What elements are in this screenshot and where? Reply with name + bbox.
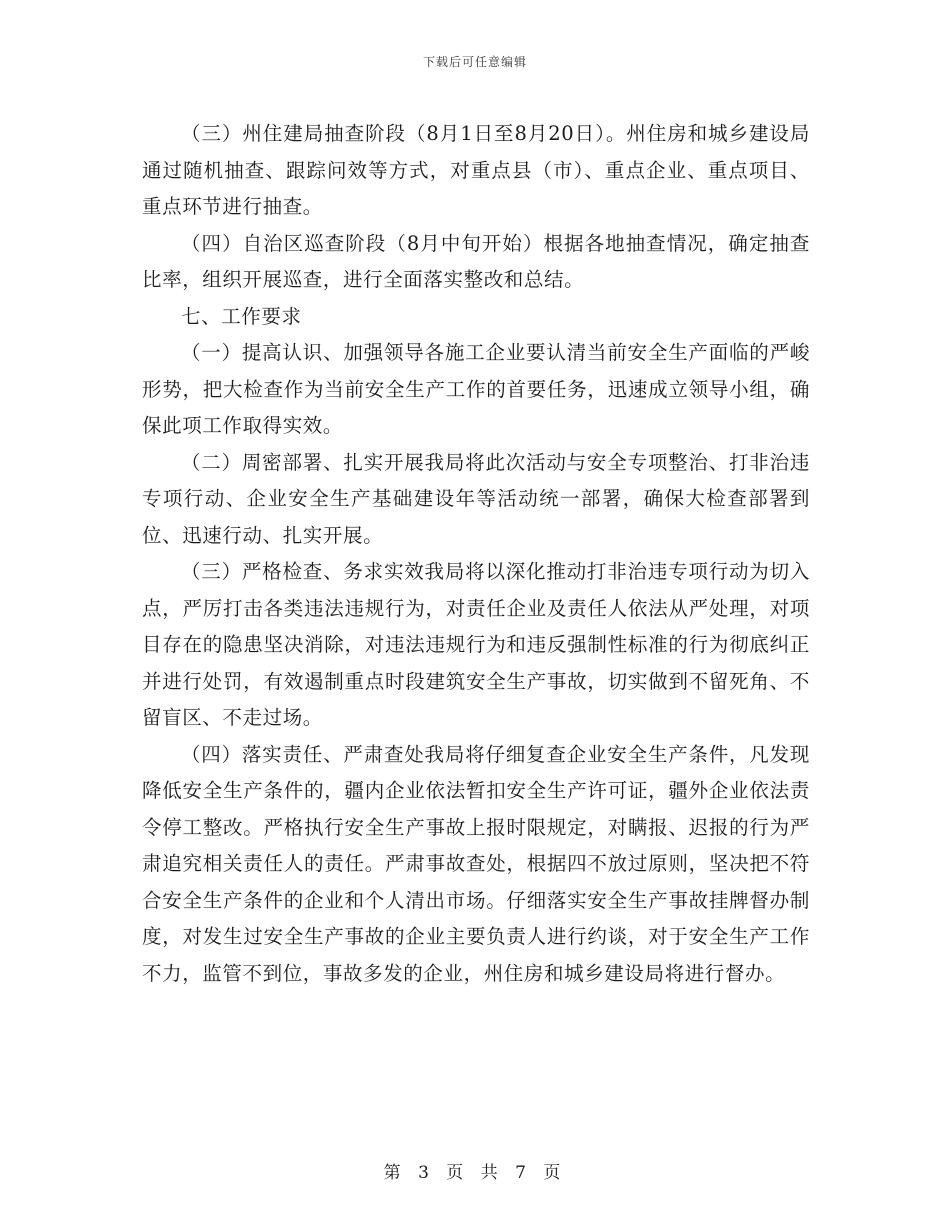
download-note-header: 下载后可任意编辑 (422, 55, 527, 69)
paragraph-requirement-1: （一）提高认识、加强领导各施工企业要认清当前安全生产面临的严峻形势，把大检查作为当前安全生产工作的首要任务，迅速成立领导小组，确保此项工作取得实效。 (142, 341, 810, 437)
section-heading-work-requirements: 七、工作要求 (181, 304, 302, 328)
paragraph-requirement-2: （二）周密部署、扎实开展我局将此次活动与安全专项整治、打非治违专项行动、企业安全生产基础建设年等活动统一部署，确保大检查部署到位、迅速行动、扎实开展。 (142, 450, 810, 547)
paragraph-requirement-3: （三）严格检查、务求实效我局将以深化推动打非治违专项行动为切入点，严厉打击各类违法违规行为，对责任企业及责任人依法从严处理，对项目存在的隐患坚决消除，对违法违规行为和违反强制性标准的行为彻底纠正并进行处罚，有效遏制重点时段建筑安全生产事故，切实做到不留死角、不留盲区、不走过场。 (142, 560, 810, 729)
page-number-footer: 第 3 页 共 7 页 (383, 1163, 567, 1183)
paragraph-stage-3: （三）州住建局抽查阶段（8月1日至8月20日）。州住房和城乡建设局通过随机抽查、跟踪问效等方式，对重点县（市）、重点企业、重点项目、重点环节进行抽查。 (142, 122, 810, 218)
paragraph-stage-4: （四）自治区巡查阶段（8月中旬开始）根据各地抽查情况，确定抽查比率，组织开展巡查，进行全面落实整改和总结。 (142, 231, 810, 291)
document-body (142, 116, 810, 992)
paragraph-requirement-4: （四）落实责任、严肃查处我局将仔细复查企业安全生产条件，凡发现降低安全生产条件的，疆内企业依法暂扣安全生产许可证，疆外企业依法责令停工整改。严格执行安全生产事故上报时限规定，对瞒报、迟报的行为严肃追究相关责任人的责任。严肃事故查处，根据四不放过原则，坚决把不符合安全生产条件的企业和个人清出市场。仔细落实安全生产事故挂牌督办制度，对发生过安全生产事故的企业主要负责人进行约谈，对于安全生产工作不力，监管不到位，事故多发的企业，州住房和城乡建设局将进行督办。 (142, 742, 810, 985)
